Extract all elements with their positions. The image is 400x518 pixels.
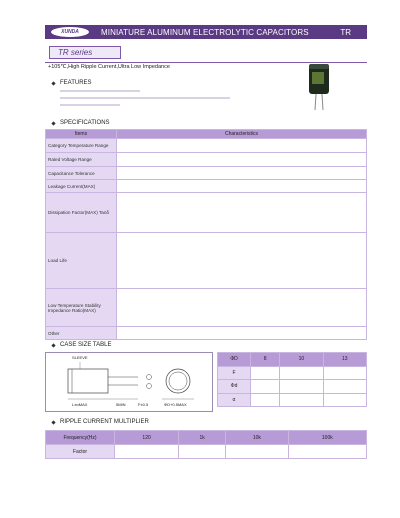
features-line-1 [60, 90, 140, 92]
table-cell [323, 366, 366, 380]
table-row [46, 167, 367, 180]
table-cell [115, 445, 179, 459]
diamond-bullet-icon [51, 420, 55, 424]
table-row [218, 380, 367, 394]
table-header-row [46, 431, 367, 445]
row-label: Dissipation Factor(MAX) Tanδ [46, 193, 117, 233]
table-row [46, 233, 367, 289]
table-row [46, 193, 367, 233]
table-cell [179, 445, 226, 459]
diamond-bullet-icon [51, 121, 55, 125]
page-title: MINIATURE ALUMINUM ELECTROLYTIC CAPACITORS [101, 27, 309, 37]
table-cell [288, 445, 366, 459]
series-subtitle: +105℃,High Ripple Current,Ultra Low Impedance [48, 64, 170, 70]
row-label: Φd [218, 380, 251, 394]
row-value [117, 139, 367, 153]
table-header-cell: ΦD [218, 353, 251, 367]
row-label: Factor [46, 445, 115, 459]
pitch-dimension-label: F±0.5 [138, 402, 149, 407]
table-cell [323, 393, 366, 407]
table-row [46, 139, 367, 153]
row-label: Leakage Current(MAX) [46, 180, 117, 193]
header-bar [45, 25, 367, 39]
row-label: Low Temperature Stability Impedance Ratio(MAX) [46, 289, 117, 327]
table-cell [251, 393, 280, 407]
table-cell [251, 366, 280, 380]
specifications-table [45, 129, 367, 340]
lead-dimension-label: 5MIN [116, 402, 126, 407]
row-label: Other [46, 327, 117, 340]
table-row [46, 153, 367, 167]
sleeve-label: SLEEVE [72, 355, 88, 360]
length-dimension-label: L±αMAX [72, 402, 88, 407]
diamond-bullet-icon [51, 343, 55, 347]
table-header-cell: 13 [323, 353, 366, 367]
table-row [46, 327, 367, 340]
series-code: TR [340, 27, 351, 37]
row-value [117, 153, 367, 167]
table-header-cell: 10k [226, 431, 289, 445]
table-cell [280, 366, 323, 380]
features-line-2 [60, 97, 230, 99]
table-cell [280, 393, 323, 407]
table-header-row [46, 130, 367, 139]
row-value [117, 289, 367, 327]
case-size-heading: CASE SIZE TABLE [52, 342, 111, 348]
row-label: Capacitance Tolerance [46, 167, 117, 180]
table-header-cell: 8 [251, 353, 280, 367]
specifications-heading: SPECIFICATIONS [52, 120, 110, 126]
table-header-cell: 120 [115, 431, 179, 445]
diamond-bullet-icon [51, 81, 55, 85]
row-value [117, 327, 367, 340]
features-heading: FEATURES [52, 80, 92, 86]
table-header-row [218, 353, 367, 367]
table-header-cell: 10 [280, 353, 323, 367]
table-row [218, 366, 367, 380]
row-label: Category Temperature Range [46, 139, 117, 153]
table-header-cell: 1k [179, 431, 226, 445]
case-drawing-svg [46, 353, 212, 411]
diameter-dimension-label: ΦD+0.5MAX [164, 402, 187, 407]
case-dimension-drawing [45, 352, 213, 412]
ripple-multiplier-table [45, 430, 367, 459]
xunda-logo: XUNDA [51, 27, 89, 37]
features-line-3 [60, 104, 120, 106]
table-row [46, 180, 367, 193]
row-label: α [218, 393, 251, 407]
row-value [117, 233, 367, 289]
row-value [117, 193, 367, 233]
row-value [117, 180, 367, 193]
table-header-cell: Characteristics [117, 130, 367, 139]
table-header-cell: Items [46, 130, 117, 139]
table-header-cell: 100k [288, 431, 366, 445]
row-value [117, 167, 367, 180]
table-row [46, 289, 367, 327]
table-cell [226, 445, 289, 459]
capacitor-photo [306, 62, 342, 112]
table-cell [251, 380, 280, 394]
ripple-heading: RIPPLE CURRENT MULTIPLIER [52, 419, 149, 425]
series-label: TR series [49, 46, 121, 59]
table-row [46, 445, 367, 459]
row-label: Load Life [46, 233, 117, 289]
table-header-cell: Frequency(Hz) [46, 431, 115, 445]
row-label: Rated Voltage Range [46, 153, 117, 167]
row-label: F [218, 366, 251, 380]
table-cell [323, 380, 366, 394]
table-row [218, 393, 367, 407]
table-cell [280, 380, 323, 394]
case-size-table [217, 352, 367, 407]
